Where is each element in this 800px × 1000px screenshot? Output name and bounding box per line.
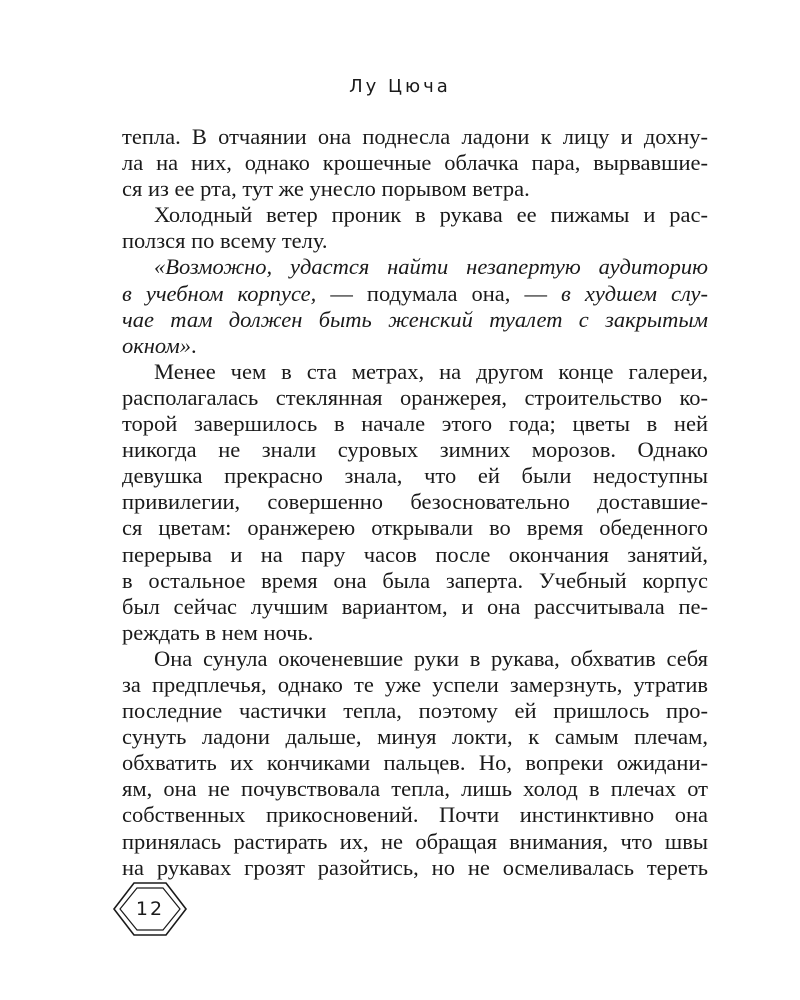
text-line: Менее чем в ста метрах, на другом конце галереи, <box>154 358 708 384</box>
running-head-title: Лу Цюча <box>349 76 451 97</box>
text-line: собственных прикосновений. Почти инстинктивно она <box>122 802 708 828</box>
text-line: в остальное время она была заперта. Учебный корпус <box>122 567 708 593</box>
text-line: ла на них, однако крошечные облачка пара, вырвавшие- <box>122 150 708 176</box>
text-line: сунуть ладони дальше, минуя локти, к самым плечам, <box>122 724 708 750</box>
text-line: чае там должен быть женский туалет с закрытым <box>122 306 708 332</box>
text-line: привилегии, совершенно безосновательно доставшие- <box>122 489 708 515</box>
text-line: торой завершилось в начале этого года; цветы в ней <box>122 411 708 437</box>
text-line: ям, она не почувствовала тепла, лишь холод в плечах от <box>122 776 708 802</box>
text-line: располагалась стеклянная оранжерея, строительство ко- <box>122 384 708 410</box>
text-line: тепла. В отчаянии она поднесла ладони к лицу и дохну- <box>122 124 708 149</box>
text-line: обхватить их кончиками пальцев. Но, вопреки ожидани- <box>122 750 708 776</box>
roman-run: — подумала она, — <box>316 280 562 306</box>
body-text <box>122 124 708 881</box>
text-line: реждать в нем ночь. <box>122 619 314 645</box>
text-line: «Возможно, удастся найти незапертую аудиторию <box>154 254 708 280</box>
text-line-mixed <box>122 333 708 359</box>
italic-run: в учебном корпусе, <box>122 280 317 306</box>
text-line: ся из ее рта, тут же унесло порывом ветра. <box>122 176 530 202</box>
text-line: перерыва и на пару часов после окончания занятий, <box>122 541 708 567</box>
text-line: был сейчас лучшим вариантом, и она рассчитывала пе- <box>122 593 708 619</box>
page-number: 12 <box>135 898 165 920</box>
text-line: на рукавах грозят разойтись, но не осмеливалась тереть <box>122 854 708 880</box>
text-line: ся цветам: оранжерею открывали во время обеденного <box>122 515 708 541</box>
page-number-badge <box>112 881 188 937</box>
text-line: за предплечья, однако те уже успели замерзнуть, утратив <box>122 671 708 697</box>
text-line: Она сунула окоченевшие руки в рукава, обхватив себя <box>154 645 708 671</box>
text-line: последние частички тепла, поэтому ей пришлось про- <box>122 698 708 724</box>
roman-run: . <box>190 332 197 358</box>
text-line-mixed <box>122 281 708 307</box>
text-line: ползся по всему телу. <box>122 228 328 254</box>
text-line: принялась растирать их, не обращая внимания, что швы <box>122 828 708 854</box>
italic-run: окном» <box>122 332 191 358</box>
italic-run: в худшем слу- <box>561 280 708 306</box>
text-line: Холодный ветер проник в рукава ее пижамы и рас- <box>154 202 708 228</box>
text-line: девушка прекрасно знала, что ей были недоступны <box>122 463 708 489</box>
text-line: никогда не знали суровых зимних морозов. Однако <box>122 437 708 463</box>
